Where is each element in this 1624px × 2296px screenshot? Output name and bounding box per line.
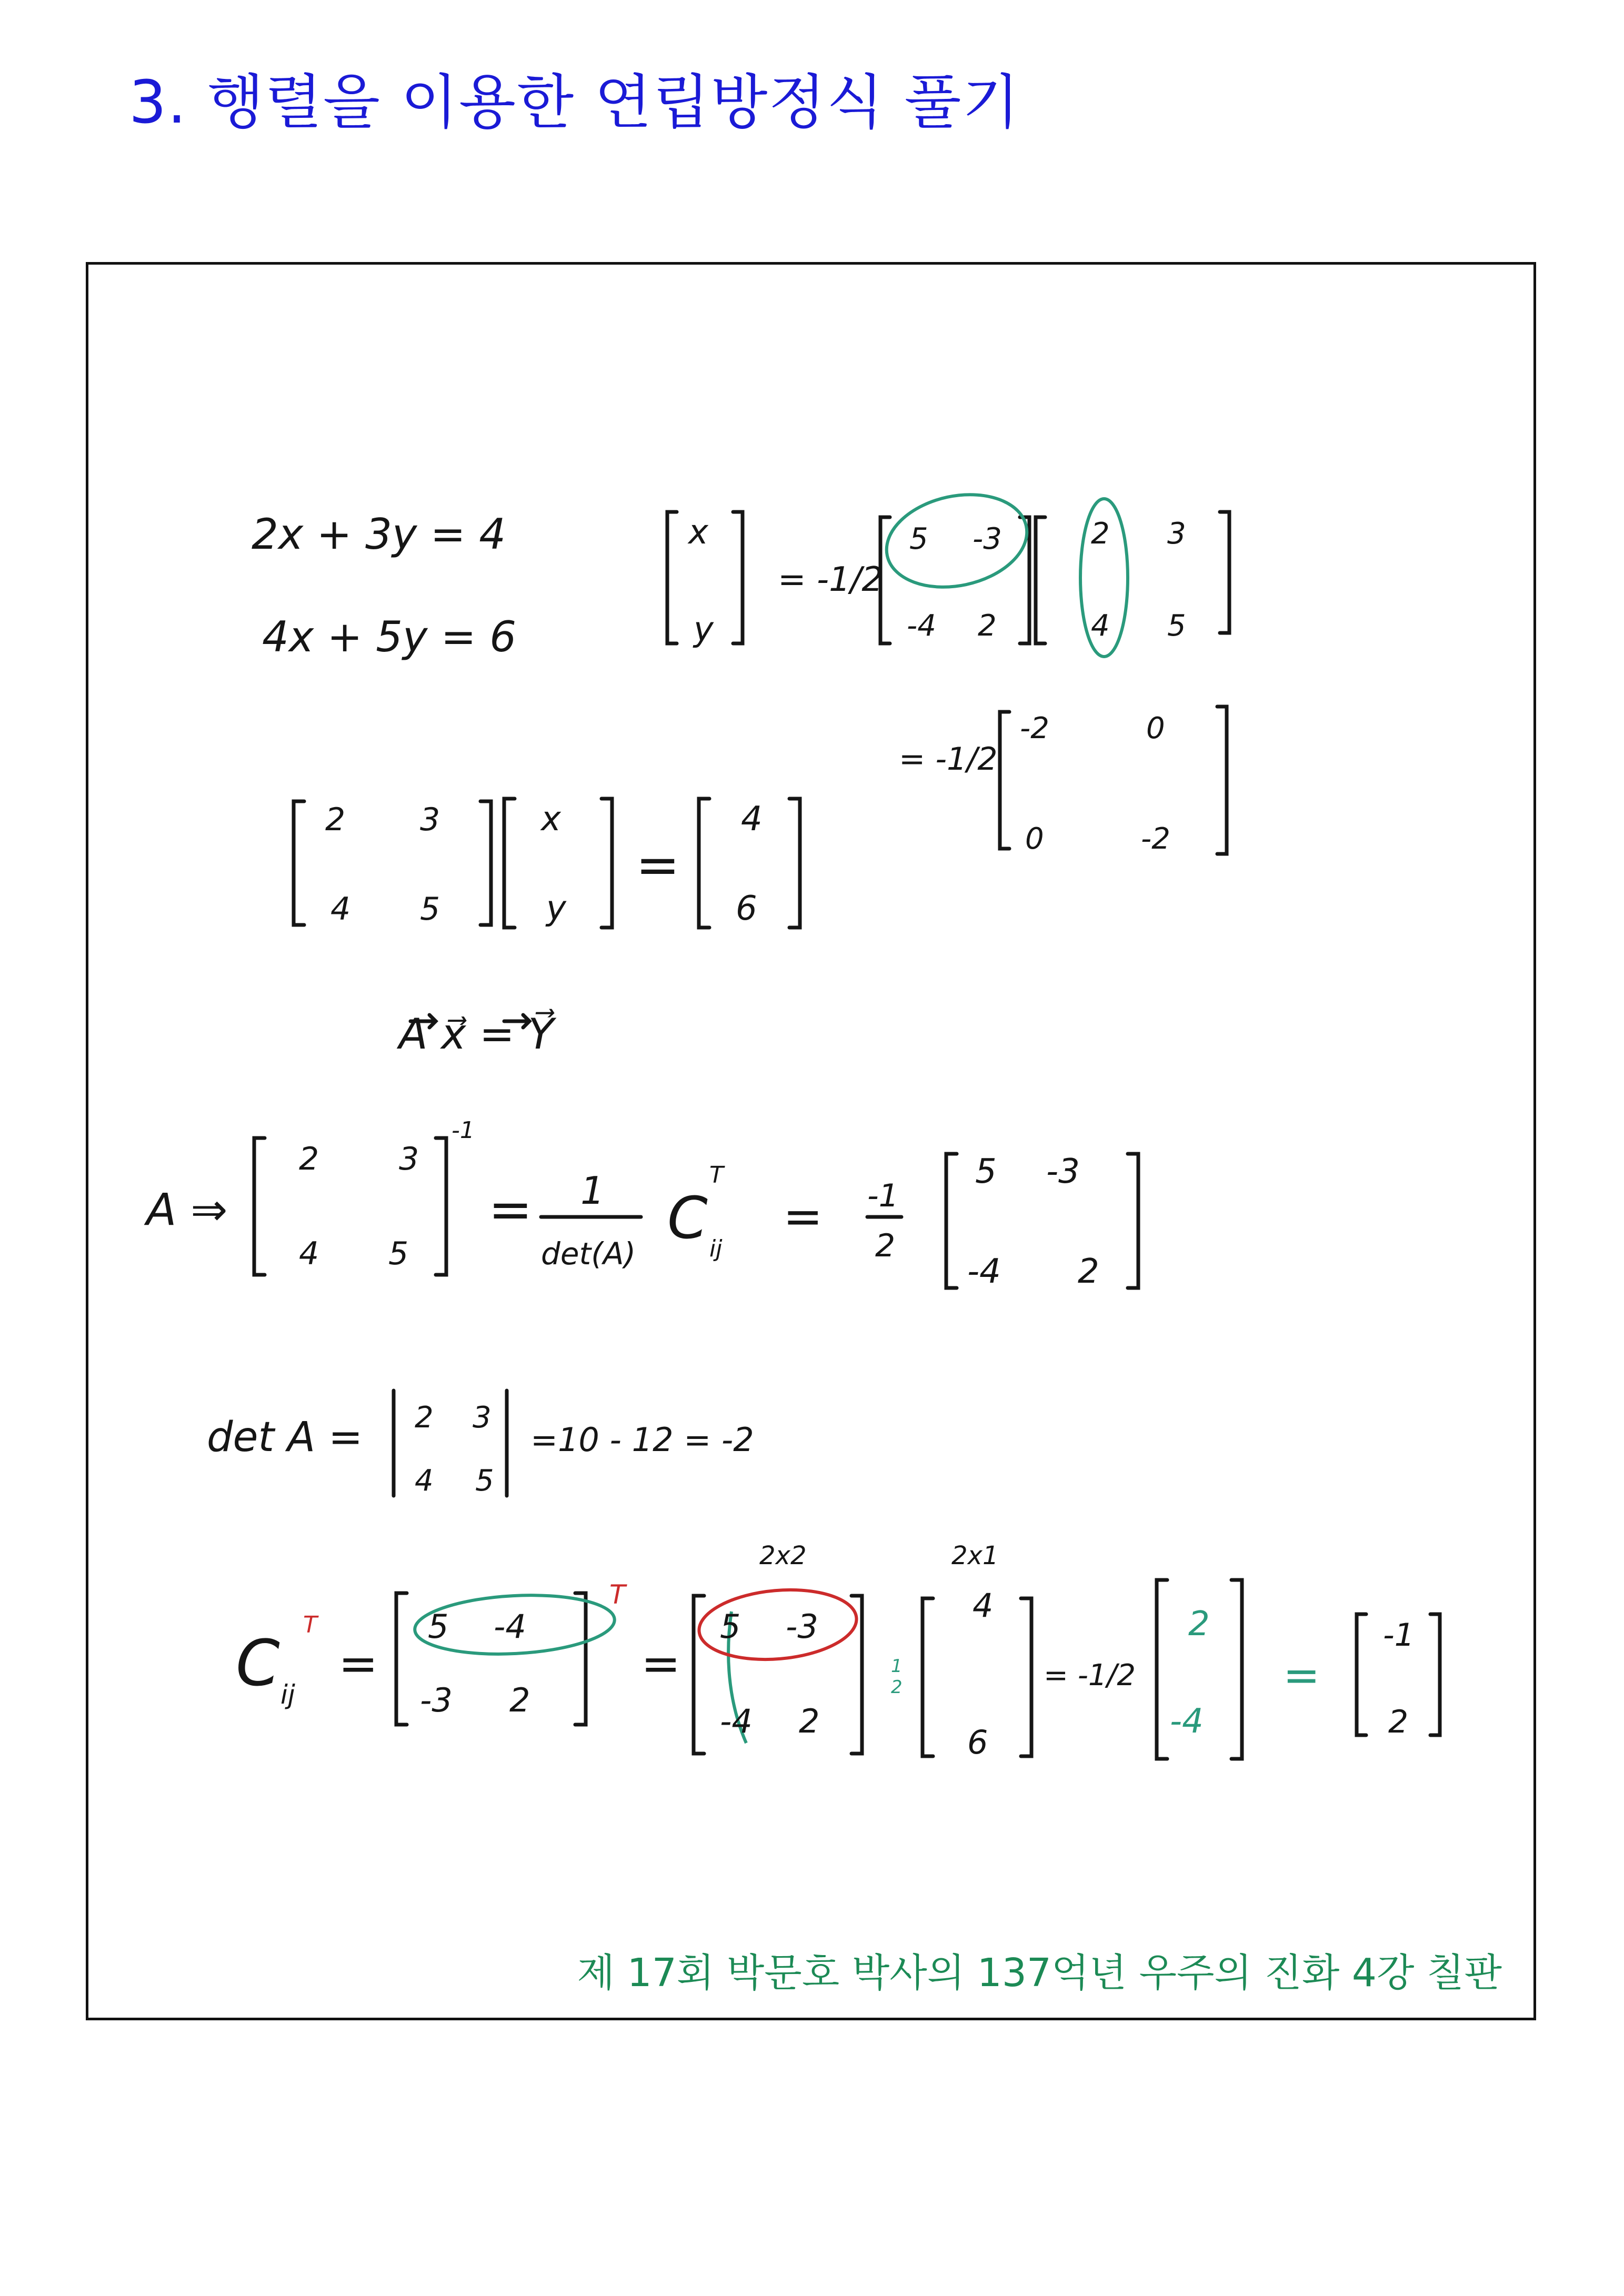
cl-transpose: T [609,1579,626,1610]
cl-m2-12: -3 [786,1607,818,1646]
top-vec-y: y [694,610,714,649]
cl-equals-2: = [641,1636,681,1691]
det-d11: 2 [415,1401,434,1435]
top-coef2: = -1/2 [899,741,998,778]
vector-equation: A x⃗ = Y⃗ [399,1010,554,1059]
inv-coef-den: 2 [875,1227,896,1264]
top-c11: -2 [1020,711,1049,746]
cl-cofactor-sup: T [303,1612,317,1638]
inv-r21: -4 [967,1252,1001,1291]
det-d12: 3 [473,1401,492,1435]
inv-m21: 4 [299,1235,319,1272]
equation-2: 4x + 5y = 6 [262,612,517,661]
mf-r1: 4 [741,800,763,839]
mf-a12: 3 [420,801,440,838]
top-a21: -4 [907,609,936,643]
inv-equals-2: = [783,1189,823,1244]
dim-2x1: 2x1 [951,1541,999,1570]
inv-cofactor: C [667,1184,708,1252]
inv-r22: 2 [1078,1252,1099,1291]
cl-equals-1: = [338,1636,378,1691]
det-lhs: det A = [207,1414,363,1461]
top-a22: 2 [978,609,997,643]
inv-m11: 2 [299,1141,319,1177]
page-title: 3. 행렬을 이용한 연립방정식 풀기 [129,68,1020,137]
top-coef: = -1/2 [778,560,884,599]
board-caption: 제 17회 박문호 박사의 137억년 우주의 진화 4강 칠판 [577,1950,1502,1996]
inv-coef-num: -1 [867,1177,899,1214]
det-d22: 5 [475,1464,494,1498]
cl-half-num: 1 [891,1656,903,1677]
top-c22: -2 [1141,822,1170,856]
mf-y: y [546,889,566,928]
inv-r11: 5 [975,1152,997,1191]
inv-exp: -1 [452,1117,475,1144]
inv-r12: -3 [1046,1152,1080,1191]
cl-final-2: 2 [1388,1704,1409,1740]
mf-x: x [541,800,561,839]
det-rhs: =10 - 12 = -2 [530,1421,754,1459]
cl-m2-11: 5 [720,1607,741,1646]
inv-denominator: det(A) [541,1236,636,1272]
top-a11: 5 [909,522,928,556]
inv-numerator: 1 [580,1169,605,1213]
top-c21: 0 [1025,822,1044,856]
inv-m12: 3 [399,1141,419,1177]
cl-res-2: -4 [1170,1702,1204,1741]
inv-cofactor-sup: T [709,1162,724,1189]
mf-r2: 6 [736,889,757,928]
cl-res-1: 2 [1188,1605,1210,1644]
cl-vec-2: 6 [967,1723,988,1761]
mf-a21: 4 [330,891,351,928]
top-a12: -3 [973,522,1002,556]
handwriting-canvas [88,265,1539,2023]
cl-final-1: -1 [1383,1617,1415,1654]
cl-m1-11: 5 [428,1607,449,1646]
mf-a11: 2 [325,801,346,838]
blackboard-panel [86,262,1536,2020]
cl-m2-22: 2 [799,1702,820,1740]
inv-equals: = [488,1179,533,1240]
cl-m1-12: -4 [494,1607,526,1646]
top-b21: 4 [1091,609,1110,643]
cl-cofactor-sub: ij [280,1679,295,1710]
top-b12: 3 [1167,517,1186,551]
top-vec-x: x [688,513,708,552]
top-b11: 2 [1091,517,1110,551]
top-b22: 5 [1167,609,1186,643]
inv-m22: 5 [388,1235,409,1272]
inv-lhs: A ⇒ [146,1184,228,1235]
cl-m1-22: 2 [509,1681,530,1719]
inv-cofactor-sub: ij [709,1235,723,1262]
cl-m1-21: -3 [420,1681,453,1719]
dim-2x2: 2x2 [759,1541,807,1570]
cl-half-den: 2 [891,1677,903,1698]
equation-1: 2x + 3y = 4 [252,510,506,559]
mf-equals: = [636,834,680,895]
det-d21: 4 [415,1464,434,1498]
cl-res-coef: = -1/2 [1044,1658,1136,1693]
cl-vec-1: 4 [973,1586,994,1625]
cl-m2-21: -4 [720,1702,753,1740]
cl-cofactor: C [236,1627,280,1700]
cl-equals-3: = [1283,1649,1320,1701]
top-c12: 0 [1146,711,1165,746]
mf-a22: 5 [420,891,440,928]
